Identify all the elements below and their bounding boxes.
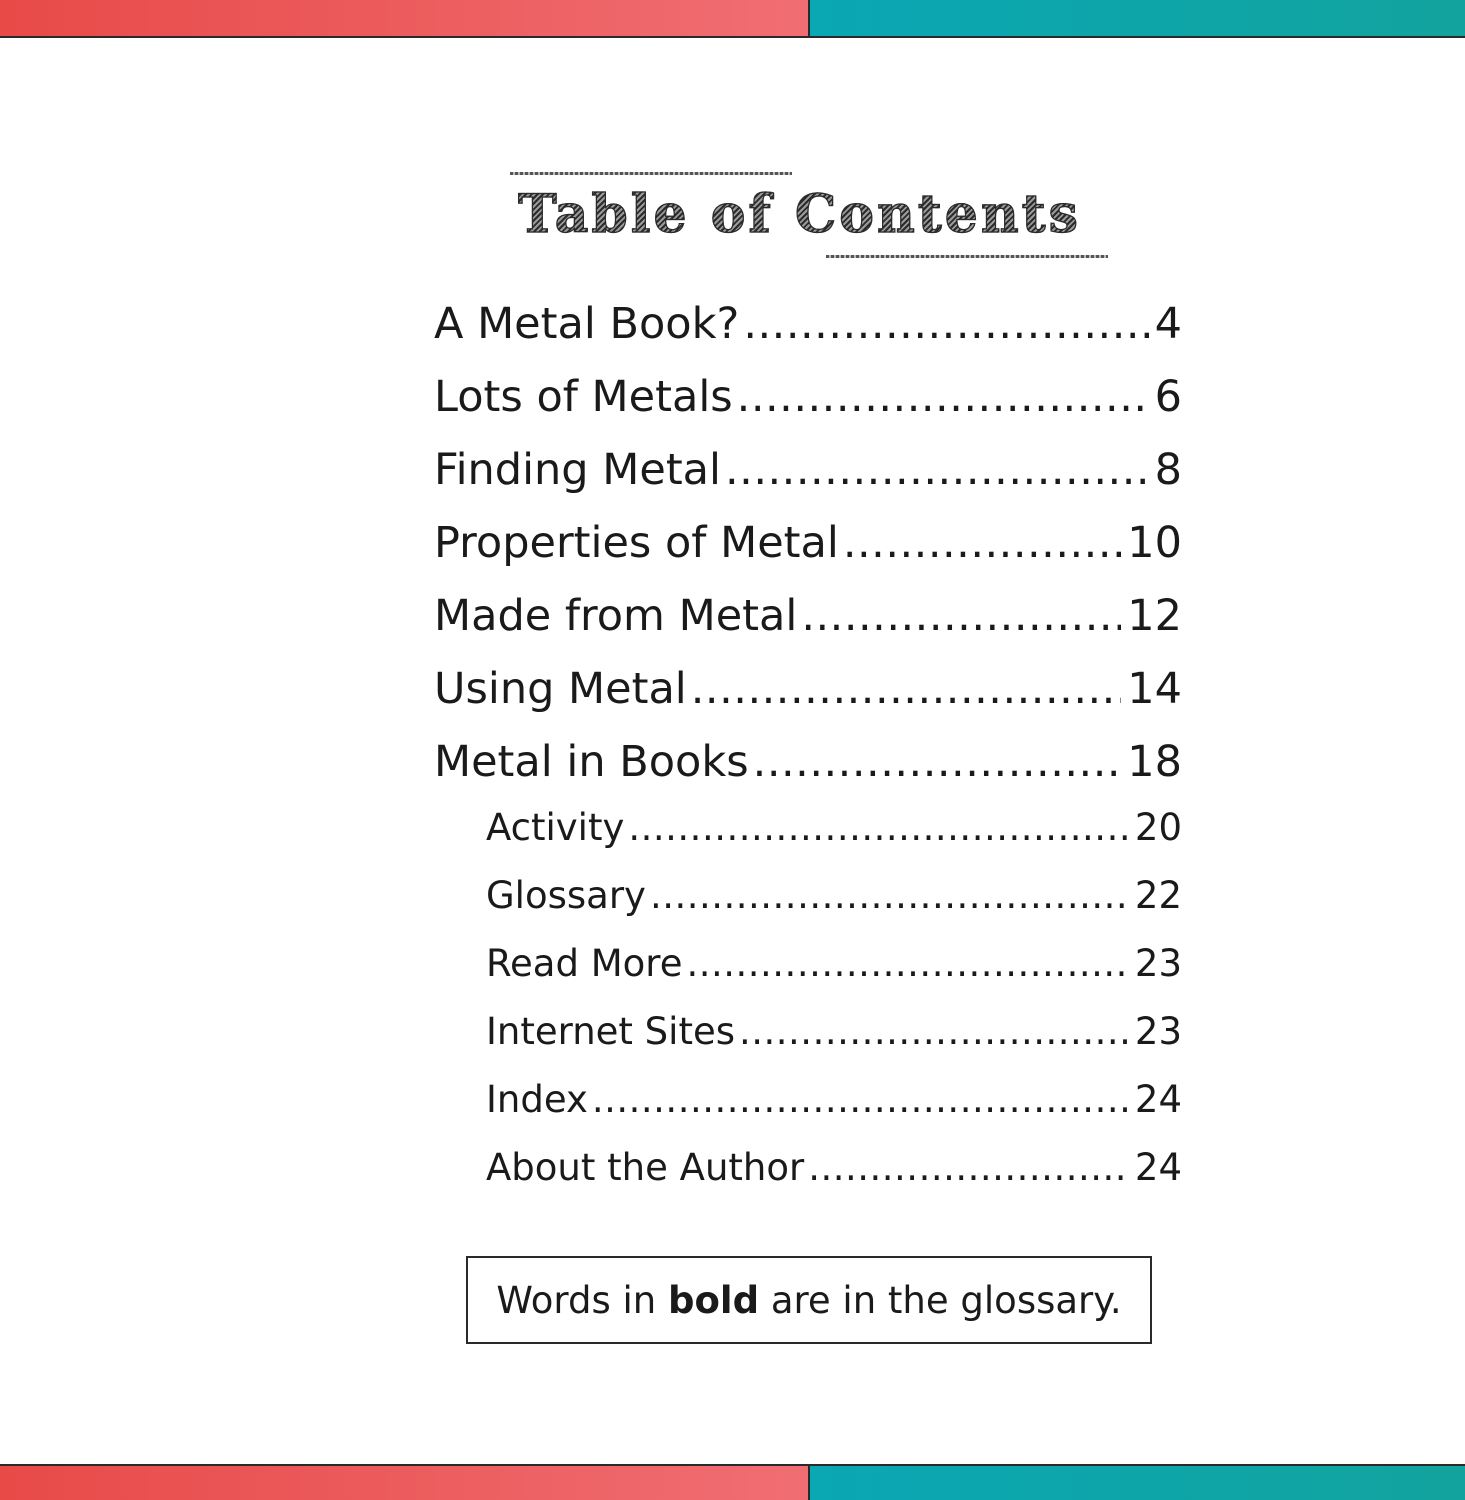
toc-entry[interactable] [434, 659, 1182, 732]
dot-leader [743, 294, 1148, 354]
toc-subentry[interactable] [434, 1006, 1182, 1074]
toc-subentry[interactable] [434, 802, 1182, 870]
toc-entry-page: 12 [1127, 591, 1182, 641]
toc-subentry[interactable] [434, 938, 1182, 1006]
toc-subentry-label: Activity [486, 806, 625, 849]
toc-entry-label: Properties of Metal [434, 518, 839, 568]
bottom-band-red [0, 1466, 810, 1500]
toc-entry-label: Lots of Metals [434, 372, 733, 422]
dot-leader [801, 586, 1121, 646]
toc-entry[interactable] [434, 294, 1182, 367]
toc-subentry-label: Read More [486, 942, 683, 985]
top-color-band [0, 0, 1465, 38]
bottom-color-band [0, 1464, 1465, 1500]
dot-leader [753, 732, 1122, 792]
top-band-teal [810, 0, 1465, 36]
dot-leader [808, 1142, 1129, 1194]
toc-entry-page: 18 [1127, 737, 1182, 787]
toc-subentry-page: 24 [1134, 1146, 1182, 1189]
toc-subentry-page: 20 [1134, 806, 1182, 849]
toc-subentry-label: Index [486, 1078, 588, 1121]
toc-entry-label: Finding Metal [434, 445, 721, 495]
toc-subentry-label: Glossary [486, 874, 646, 917]
toc-entry-label: Metal in Books [434, 737, 749, 787]
toc-subentry-page: 23 [1134, 942, 1182, 985]
toc-subentry-page: 24 [1134, 1078, 1182, 1121]
toc-subentry-label: Internet Sites [486, 1010, 735, 1053]
toc-subentry[interactable] [434, 1074, 1182, 1142]
bottom-band-teal [810, 1466, 1465, 1500]
toc-entry-page: 4 [1154, 299, 1182, 349]
dot-leader [725, 440, 1149, 500]
toc-entry-label: A Metal Book? [434, 299, 740, 349]
toc-entry-page: 10 [1127, 518, 1182, 568]
title-block [510, 168, 1110, 264]
toc-entry-label: Using Metal [434, 664, 687, 714]
toc-entry[interactable] [434, 732, 1182, 805]
toc-subentry[interactable] [434, 1142, 1182, 1210]
toc-entry[interactable] [434, 513, 1182, 586]
glossary-note-before: Words in [496, 1278, 668, 1322]
dot-leader [691, 659, 1122, 719]
glossary-note [496, 1279, 1121, 1322]
glossary-note-bold: bold [668, 1278, 760, 1322]
dot-leader [737, 367, 1149, 427]
toc-entry[interactable] [434, 586, 1182, 659]
dot-leader [843, 513, 1121, 573]
title-rule-top [510, 172, 792, 175]
toc-subentry-label: About the Author [486, 1146, 805, 1189]
toc-entry-label: Made from Metal [434, 591, 798, 641]
dot-leader [592, 1074, 1129, 1126]
title-rule-bottom [826, 255, 1108, 258]
toc-entry-page: 8 [1154, 445, 1182, 495]
dot-leader [686, 938, 1128, 990]
dot-leader [739, 1006, 1129, 1058]
toc-subentry[interactable] [434, 870, 1182, 938]
top-band-red [0, 0, 810, 36]
toc-entry[interactable] [434, 440, 1182, 513]
page-title: Table of Contents [518, 184, 1081, 245]
table-of-contents [434, 294, 1182, 1210]
toc-entry[interactable] [434, 367, 1182, 440]
toc-entry-page: 6 [1154, 372, 1182, 422]
toc-subentry-page: 23 [1134, 1010, 1182, 1053]
toc-entry-page: 14 [1127, 664, 1182, 714]
glossary-note-box [466, 1256, 1152, 1344]
dot-leader [628, 802, 1129, 854]
glossary-note-after: are in the glossary. [759, 1278, 1122, 1322]
dot-leader [650, 870, 1129, 922]
toc-subentry-page: 22 [1134, 874, 1182, 917]
